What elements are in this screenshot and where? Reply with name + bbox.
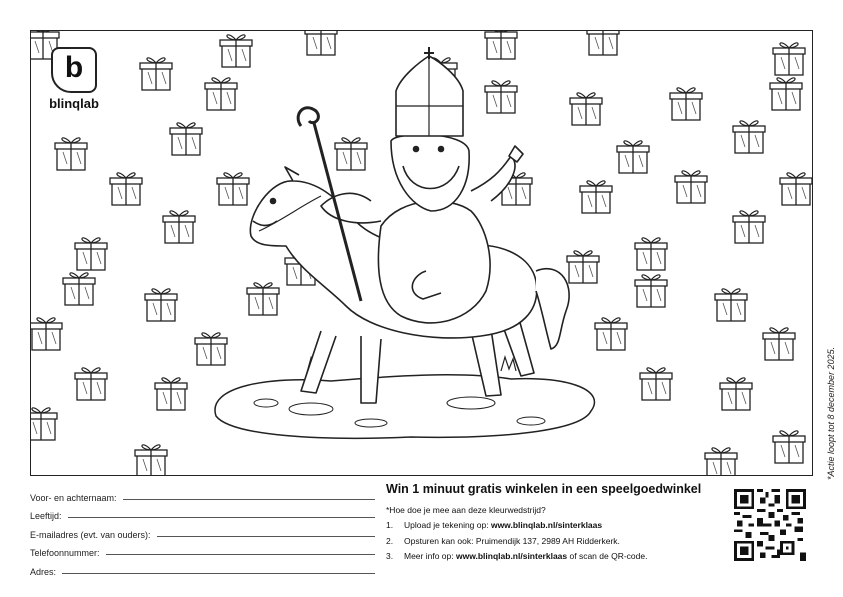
- gift-icon: [305, 31, 337, 55]
- gift-icon: [31, 318, 62, 350]
- contest-step: [386, 551, 726, 561]
- write-line[interactable]: [106, 554, 375, 555]
- gift-icon: [580, 181, 612, 213]
- gift-icon: [75, 238, 107, 270]
- step-number: 2.: [386, 535, 394, 546]
- gift-icon: [140, 58, 172, 90]
- step-link[interactable]: www.blinqlab.nl/sinterklaas: [455, 551, 568, 561]
- logo-wordmark: blinqlab: [47, 96, 101, 111]
- form-field-label: E-mailadres (evt. van ouders):: [30, 529, 151, 540]
- gift-icon: [31, 408, 57, 440]
- gift-icon: [63, 273, 95, 305]
- gift-icon: [733, 211, 765, 243]
- gift-icon: [220, 35, 252, 67]
- gift-icon: [570, 93, 602, 125]
- gift-icon: [195, 333, 227, 365]
- gift-icon: [763, 328, 795, 360]
- write-line[interactable]: [157, 536, 375, 537]
- gift-icon: [485, 31, 517, 59]
- gift-icon: [155, 378, 187, 410]
- write-line[interactable]: [123, 499, 375, 500]
- contest-info: [386, 482, 726, 567]
- gift-icon: [733, 121, 765, 153]
- form-field-age[interactable]: [30, 503, 375, 522]
- gift-icon: [720, 378, 752, 410]
- gift-icon: [635, 238, 667, 270]
- gift-icon: [485, 81, 517, 113]
- gift-icon: [135, 445, 167, 476]
- qr-code-icon[interactable]: [734, 489, 806, 561]
- gift-icon: [587, 31, 619, 55]
- gift-icon: [715, 289, 747, 321]
- step-text-after: of scan de QR-code.: [567, 551, 648, 561]
- gift-icon: [170, 123, 202, 155]
- form-field-phone[interactable]: [30, 540, 375, 559]
- form-field-label: Adres:: [30, 566, 57, 577]
- gift-icon: [770, 78, 802, 110]
- gift-icon: [595, 318, 627, 350]
- contest-question: *Hoe doe je mee aan deze kleurwedstrijd?: [386, 505, 546, 515]
- form-field-label: Leeftijd:: [30, 511, 62, 521]
- write-line[interactable]: [68, 517, 375, 518]
- gift-icon: [640, 368, 672, 400]
- ground-patch: [215, 357, 594, 438]
- contest-title: Win 1 minuut gratis winkelen in een speelgoedwinkel: [386, 482, 702, 496]
- illustration-svg: [31, 31, 813, 476]
- logo-monogram-icon: b: [51, 47, 97, 93]
- gift-icon: [247, 283, 279, 315]
- gift-icon: [75, 368, 107, 400]
- step-text: Upload je tekening op:: [404, 520, 491, 530]
- form-field-address[interactable]: [30, 558, 375, 577]
- contest-step: [386, 520, 726, 530]
- step-link[interactable]: www.blinqlab.nl/sinterklaas: [490, 520, 603, 530]
- gift-icon: [163, 211, 195, 243]
- gift-icon: [55, 138, 87, 170]
- write-line[interactable]: [62, 573, 375, 574]
- entry-form: [30, 484, 375, 577]
- coloring-illustration: [30, 30, 813, 476]
- gift-icon: [705, 448, 737, 476]
- gift-icon: [205, 78, 237, 110]
- gift-icon: [335, 138, 367, 170]
- gift-icon: [675, 171, 707, 203]
- brand-logo: [47, 47, 101, 119]
- form-field-name[interactable]: [30, 484, 375, 503]
- gift-icon: [145, 289, 177, 321]
- gift-icon: [217, 173, 249, 205]
- step-text: Opsturen kan ook: Pruimendijk 137, 2989 AH Ridderkerk.: [404, 535, 620, 546]
- campaign-end-note: *Actie loopt tot 8 december 2025.: [826, 346, 836, 480]
- step-number: 1.: [386, 520, 394, 530]
- gift-icon: [670, 88, 702, 120]
- gift-icon: [780, 173, 812, 205]
- gift-icon: [773, 43, 805, 75]
- form-field-email[interactable]: [30, 521, 375, 540]
- gift-icon: [635, 275, 667, 307]
- contest-step: [386, 536, 726, 546]
- form-field-label: Telefoonnummer:: [30, 548, 100, 558]
- gift-icon: [617, 141, 649, 173]
- step-number: 3.: [386, 551, 394, 561]
- gift-icon: [567, 251, 599, 283]
- gift-icon: [773, 431, 805, 463]
- gift-icon: [110, 173, 142, 205]
- form-field-label: Voor- en achternaam:: [30, 492, 117, 503]
- step-text: Meer info op:: [404, 551, 456, 561]
